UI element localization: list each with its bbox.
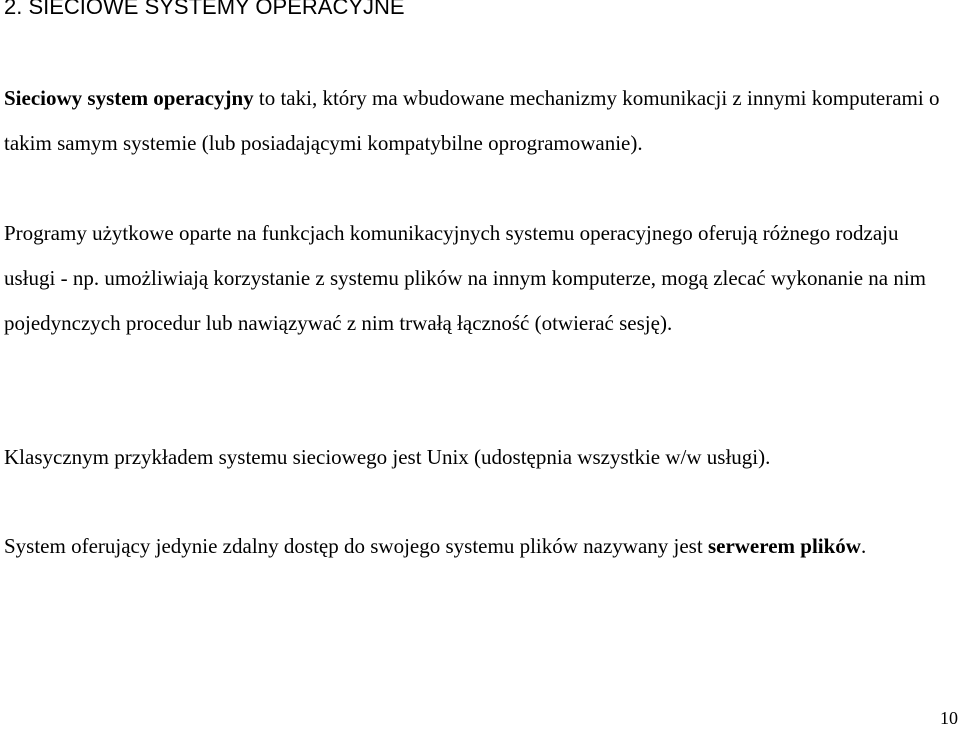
services-text: Programy użytkowe oparte na funkcjach komunikacyjnych systemu operacyjnego oferują różnego rodzaju usługi - np. umożliwiają korzystanie z systemu plików na innym komputerze, mogą zlecać wykonanie na nim pojedynczych procedur lub nawiązywać z nim trwałą łączność (otwierać sesję). [4,221,927,335]
paragraph-definition [4,76,954,166]
unix-example-text: Klasycznym przykładem systemu sieciowego jest Unix (udostępnia wszystkie w/w usługi). [4,445,771,469]
paragraph-unix-example [4,435,954,480]
section-title: 2. SIECIOWE SYSTEMY OPERACYJNE [4,0,405,19]
file-server-lead-text: System oferujący jedynie zdalny dostęp do swojego systemu plików nazywany jest [4,534,708,558]
definition-text: to taki, który ma wbudowane mechanizmy komunikacji z innymi komputerami o takim samym systemie (lub posiadającymi kompatybilne oprogramowanie). [4,86,940,155]
file-server-end-text: . [860,534,867,558]
page-number: 10 [940,708,958,728]
paragraph-services [4,211,954,346]
term-file-server: serwerem plików [707,534,861,558]
term-network-os: Sieciowy system operacyjny [4,86,254,110]
paragraph-file-server [4,524,954,569]
